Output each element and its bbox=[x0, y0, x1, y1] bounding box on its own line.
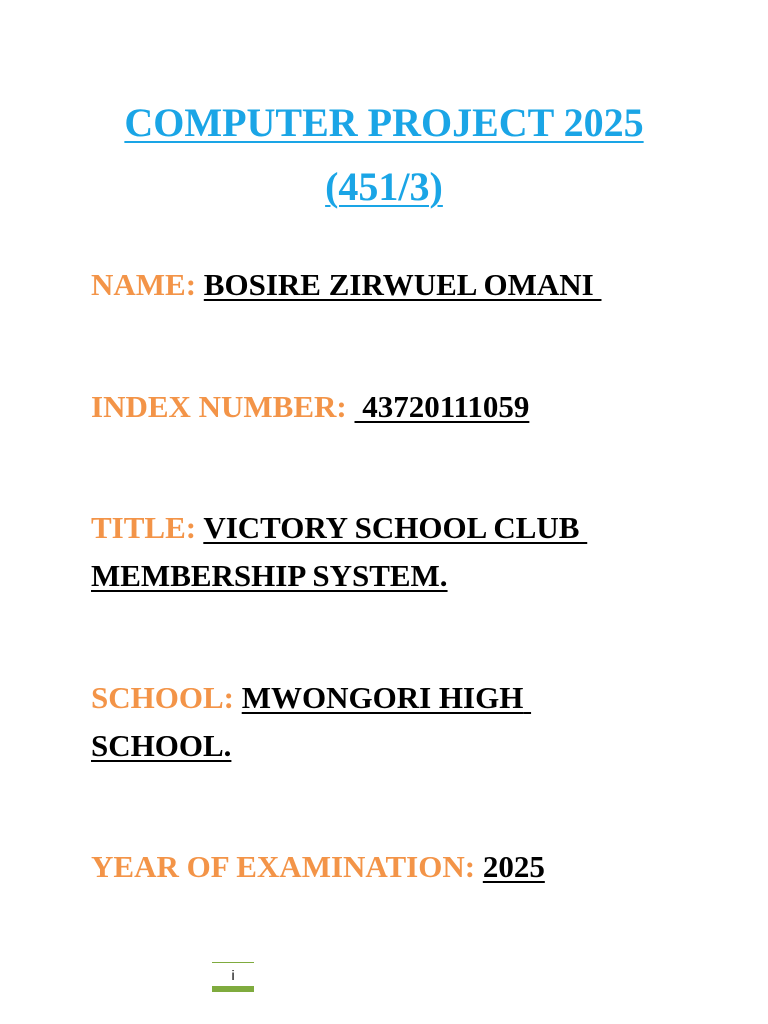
name-value: BOSIRE ZIRWUEL OMANI bbox=[203, 267, 602, 302]
page-title-line-1 bbox=[40, 91, 728, 155]
index-number-label: INDEX NUMBER: bbox=[91, 389, 347, 424]
footer-divider bbox=[212, 962, 254, 963]
page-footer bbox=[212, 962, 254, 992]
footer-accent-bar bbox=[212, 986, 254, 992]
page-number: i bbox=[231, 967, 235, 983]
project-title-value: VICTORY SCHOOL CLUB MEMBERSHIP SYSTEM. bbox=[91, 510, 588, 593]
name-label: NAME: bbox=[91, 267, 197, 302]
school-field bbox=[91, 674, 611, 770]
index-number-field bbox=[91, 383, 691, 431]
school-label: SCHOOL: bbox=[91, 680, 234, 715]
paper-code-text: (451/3) bbox=[325, 164, 443, 209]
index-number-value: 43720111059 bbox=[354, 389, 530, 424]
school-value: MWONGORI HIGH SCHOOL. bbox=[91, 680, 532, 763]
year-of-examination-value: 2025 bbox=[482, 849, 545, 884]
page-subtitle-code-line bbox=[40, 155, 728, 219]
year-of-examination-label: YEAR OF EXAMINATION: bbox=[91, 849, 476, 884]
project-title-label: TITLE: bbox=[91, 510, 197, 545]
name-field bbox=[91, 261, 691, 309]
project-title-field bbox=[91, 504, 671, 600]
page-title-text: COMPUTER PROJECT 2025 bbox=[124, 100, 644, 145]
year-of-examination-field bbox=[91, 843, 691, 891]
